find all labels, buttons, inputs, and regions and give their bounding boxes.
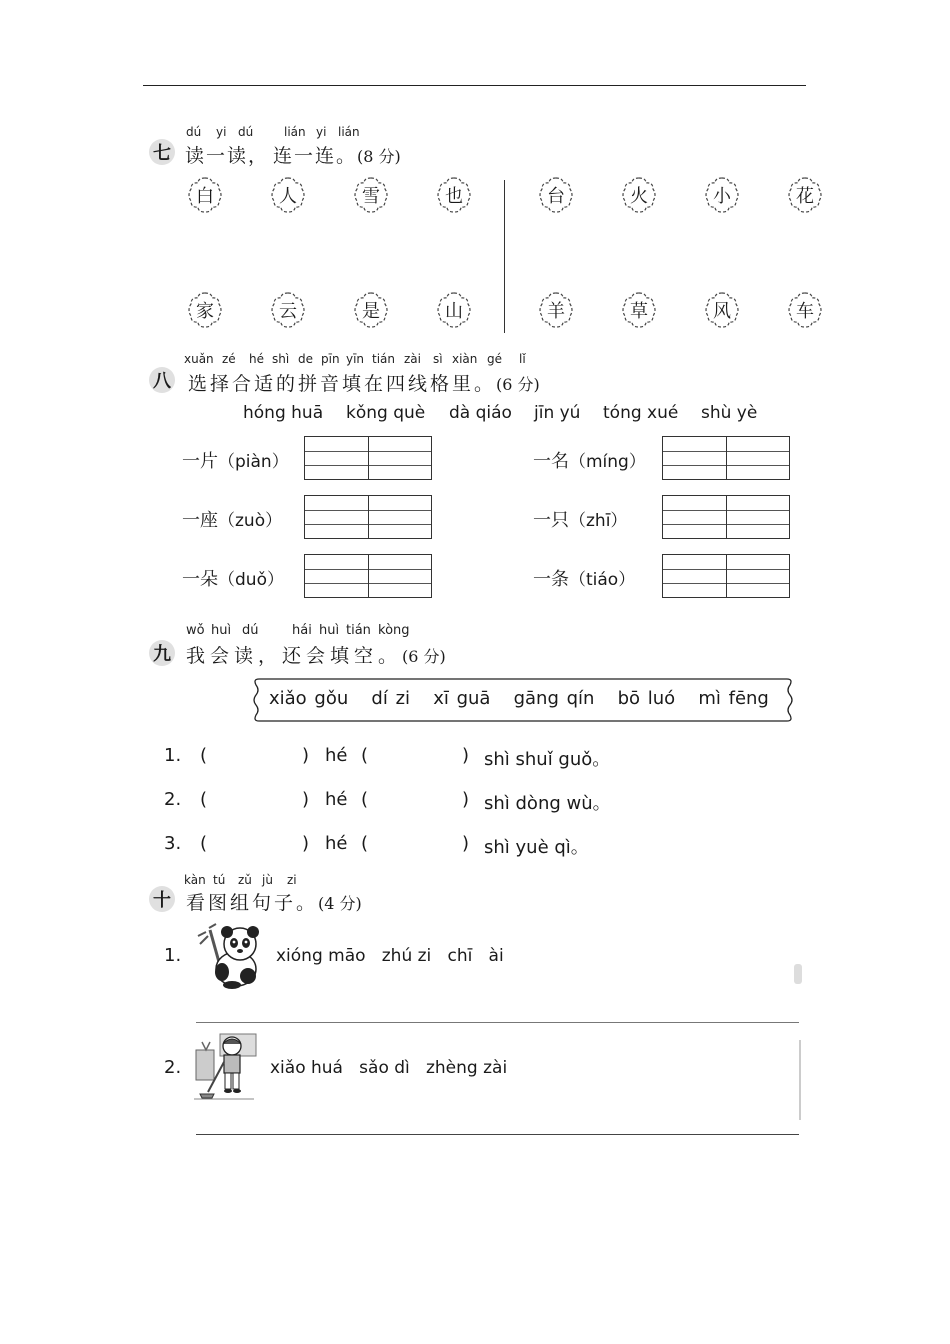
open-paren: (	[200, 789, 208, 810]
item-number: 2.	[164, 1057, 182, 1078]
item-label	[182, 447, 289, 473]
item-word: 一座	[182, 510, 218, 531]
item-words: xiǎo huá sǎo dì zhèng zài	[270, 1058, 508, 1078]
pinyin-option: tóng xué	[603, 403, 679, 423]
char-flower[interactable]	[186, 291, 224, 329]
pinyin: xuǎn	[184, 352, 214, 366]
score: (6 分)	[402, 647, 446, 666]
right-edge-mark	[794, 964, 802, 984]
char-label: 车	[796, 301, 814, 322]
item-word: 一名	[533, 451, 569, 472]
section-number-badge: 八	[149, 367, 175, 393]
pinyin: pīn	[321, 352, 340, 366]
line-number: 3.	[164, 833, 182, 854]
item-label	[182, 565, 284, 591]
open-paren: (	[200, 833, 208, 854]
close-paren: )	[302, 745, 310, 766]
score: (4 分)	[318, 894, 362, 913]
pinyin: huì	[211, 623, 232, 638]
he-word: hé	[325, 789, 348, 810]
item-pinyin: （duǒ）	[218, 570, 284, 590]
pinyin-option: jīn yú	[534, 403, 581, 423]
char-flower[interactable]	[786, 291, 824, 329]
section-title	[185, 141, 401, 168]
item-label	[533, 565, 635, 591]
pinyin: hái	[292, 623, 312, 638]
answer-line[interactable]	[196, 1134, 799, 1135]
char-flower[interactable]	[435, 176, 473, 214]
close-paren: )	[302, 833, 310, 854]
char-label: 台	[547, 186, 565, 207]
right-edge-mark	[799, 1040, 801, 1120]
char-label: 小	[713, 186, 731, 207]
char-flower[interactable]	[352, 176, 390, 214]
line-number: 2.	[164, 789, 182, 810]
title-part1: 读一读，	[185, 145, 270, 167]
he-word: hé	[325, 833, 348, 854]
pinyin-option: hóng huā	[243, 403, 324, 423]
char-label: 火	[630, 186, 648, 207]
pinyin: dú	[242, 623, 259, 638]
char-flower[interactable]	[269, 176, 307, 214]
pinyin-option: dà qiáo	[449, 403, 512, 423]
pinyin: shì	[272, 352, 290, 366]
pinyin: lǐ	[519, 352, 526, 366]
char-label: 羊	[547, 301, 565, 322]
pinyin-option: shù yè	[701, 403, 758, 423]
line-ending: shì yuè qì。	[484, 837, 589, 858]
close-paren: )	[462, 833, 470, 854]
open-paren: (	[200, 745, 208, 766]
pinyin: de	[298, 352, 313, 366]
char-label: 草	[630, 301, 648, 322]
char-flower[interactable]	[352, 291, 390, 329]
score: (6 分)	[496, 375, 540, 394]
char-label: 雪	[362, 186, 380, 207]
item-pinyin: （piàn）	[218, 452, 289, 472]
pinyin: zǔ	[238, 873, 252, 887]
four-line-grid[interactable]	[662, 495, 790, 539]
char-flower[interactable]	[786, 176, 824, 214]
char-label: 也	[445, 186, 463, 207]
boy-sweeping-picture	[194, 1032, 260, 1102]
item-number: 1.	[164, 945, 182, 966]
char-label: 山	[445, 301, 463, 322]
item-word: 一片	[182, 451, 218, 472]
char-flower[interactable]	[269, 291, 307, 329]
pinyin: zé	[222, 352, 236, 366]
top-rule	[143, 85, 806, 86]
four-line-grid[interactable]	[662, 436, 790, 480]
char-flower[interactable]	[537, 291, 575, 329]
item-pinyin: （míng）	[569, 452, 646, 472]
item-word: 一朵	[182, 569, 218, 590]
item-label	[533, 447, 646, 473]
close-paren: )	[462, 789, 470, 810]
char-flower[interactable]	[703, 291, 741, 329]
item-pinyin: （tiáo）	[569, 570, 636, 590]
pinyin: tú	[213, 873, 226, 887]
section-title	[188, 369, 540, 396]
title-text: 选择合适的拼音填在四线格里。	[188, 373, 497, 395]
pinyin: jù	[262, 873, 273, 887]
pinyin: sì	[433, 352, 443, 366]
pinyin-yi2: yi	[316, 125, 327, 139]
close-paren: )	[462, 745, 470, 766]
title-text: 看图组句子。	[186, 892, 319, 914]
line-ending: shì shuǐ guǒ。	[484, 749, 611, 770]
open-paren: (	[361, 745, 369, 766]
four-line-grid[interactable]	[304, 495, 432, 539]
pinyin-lian2: lián	[338, 125, 360, 139]
pinyin: kòng	[378, 623, 410, 638]
char-label: 风	[713, 301, 731, 322]
item-pinyin: （zuò）	[218, 511, 283, 531]
four-line-grid[interactable]	[304, 436, 432, 480]
section-number-badge: 十	[149, 886, 175, 912]
item-word: 一只	[533, 510, 569, 531]
pinyin: hé	[249, 352, 264, 366]
four-line-grid[interactable]	[662, 554, 790, 598]
word-bank: xiǎo gǒu dí zi xī guā gāng qín bō luó mì fēng	[269, 688, 769, 709]
char-label: 人	[279, 186, 297, 207]
four-line-grid[interactable]	[304, 554, 432, 598]
pinyin: wǒ	[186, 623, 205, 638]
char-flower[interactable]	[620, 176, 658, 214]
section-number-badge: 七	[149, 139, 175, 165]
section-title	[186, 888, 362, 915]
line-ending: shì dòng wù。	[484, 793, 611, 814]
pinyin-option: kǒng què	[346, 403, 426, 423]
pinyin: tián	[346, 623, 371, 638]
item-pinyin: （zhī）	[569, 511, 628, 531]
answer-line[interactable]	[196, 1022, 799, 1023]
char-label: 花	[796, 186, 814, 207]
title-text: 我会读，还会填空。	[186, 645, 403, 667]
item-words: xióng māo zhú zi chī ài	[276, 946, 504, 966]
char-label: 家	[196, 301, 214, 322]
pinyin: huì	[319, 623, 340, 638]
char-label: 云	[279, 301, 297, 322]
pinyin-yi: yi	[216, 125, 227, 139]
section-title	[186, 641, 446, 668]
item-label	[182, 506, 282, 532]
open-paren: (	[361, 789, 369, 810]
open-paren: (	[361, 833, 369, 854]
char-flower[interactable]	[435, 291, 473, 329]
pinyin: zi	[287, 873, 297, 887]
pinyin: yīn	[346, 352, 365, 366]
section-number-badge: 九	[149, 640, 175, 666]
pinyin: tián	[372, 352, 395, 366]
pinyin: zài	[404, 352, 421, 366]
char-flower[interactable]	[537, 176, 575, 214]
he-word: hé	[325, 745, 348, 766]
pinyin-lian: lián	[284, 125, 306, 139]
line-number: 1.	[164, 745, 182, 766]
pinyin: gé	[487, 352, 502, 366]
char-flower[interactable]	[186, 176, 224, 214]
pinyin-du: dú	[186, 125, 202, 139]
char-label: 白	[196, 186, 214, 207]
divider-line	[504, 180, 505, 333]
item-label	[533, 506, 627, 532]
pinyin: xiàn	[452, 352, 478, 366]
panda-bamboo-picture	[196, 922, 262, 990]
pinyin: kàn	[184, 873, 206, 887]
char-flower[interactable]	[620, 291, 658, 329]
close-paren: )	[302, 789, 310, 810]
score: (8 分)	[357, 147, 401, 166]
pinyin-du2: dú	[238, 125, 254, 139]
item-word: 一条	[533, 569, 569, 590]
title-part2: 连一连。	[273, 145, 358, 167]
char-flower[interactable]	[703, 176, 741, 214]
char-label: 是	[362, 301, 380, 322]
